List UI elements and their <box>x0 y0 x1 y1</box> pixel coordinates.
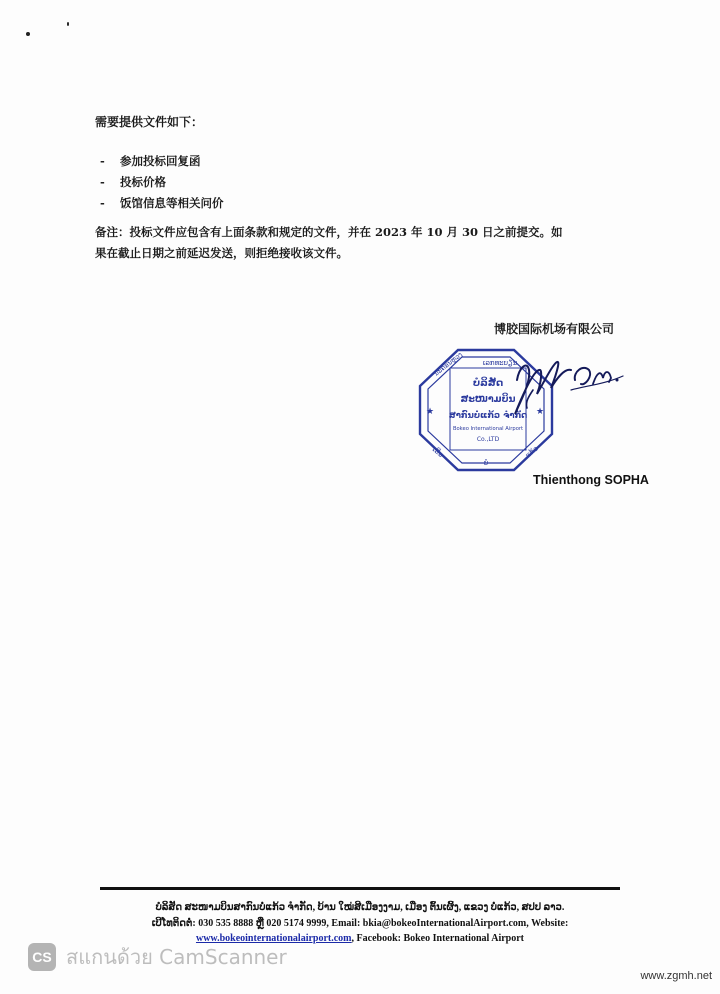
stamp-left-text: ນະຄອນຫຼວງ <box>432 350 464 378</box>
list-item <box>100 150 224 171</box>
footer <box>100 900 620 947</box>
company-name: 博胶国际机场有限公司 <box>494 322 615 336</box>
list-item-text: 饭馆信息等相关问价 <box>120 195 224 210</box>
footer-address: ບໍລິສັດ ສະໜາມບິນສາກົນບໍ່ແກ້ວ ຈຳກັດ, ບ້ານ ໃໝ່ສີເມືອງງາມ, ເມືອງ ຕົ້ນເຜິ້ງ, ແຂວງ ບໍ່ແກ້ວ, ສປປ ລາວ. <box>155 902 565 913</box>
bullet-marker: - <box>100 195 105 210</box>
footer-contact: ເບີໂທຕິດຕໍ່: 030 535 8888 ຫຼື 020 5174 9999, Email: bkia@bokeoInternationalAirport.com, Website: <box>151 917 569 929</box>
footer-facebook: , Facebook: Bokeo International Airport <box>351 933 525 944</box>
stamp-line-4: Bokeo International Airport <box>452 426 524 432</box>
signer-name: Thienthong SOPHA <box>533 473 649 487</box>
note-line-1: 投标文件应包含有上面条款和规定的文件，并在 2023 年 10 月 30 日之前提交。如 <box>129 225 563 239</box>
bullet-marker: - <box>100 153 105 168</box>
scanner-watermark-text: สแกนด้วย CamScanner <box>66 945 287 969</box>
stamp-line-1: ບໍລິສັດ <box>472 378 504 389</box>
footer-divider <box>100 887 620 890</box>
list-item <box>100 192 224 213</box>
stamp-bottom-center: ບໍ່ <box>483 459 489 467</box>
bullet-marker: - <box>100 174 105 189</box>
requirements-heading: 需要提供文件如下： <box>95 115 204 129</box>
stamp-line-5: Co.,LTD <box>476 436 500 443</box>
list-item-text: 投标价格 <box>120 174 166 189</box>
source-site-watermark: www.zgmh.net <box>640 970 712 982</box>
note-paragraph <box>95 222 635 264</box>
stamp-bottom-right: ແກ້ວ <box>524 444 540 460</box>
stamp-top-text: ເລກທະບຽນ <box>482 359 518 367</box>
stamp-bottom-left: ເວີນ <box>430 445 445 460</box>
signature-icon <box>505 350 635 420</box>
scan-speck <box>26 32 30 36</box>
list-item <box>100 171 224 192</box>
note-line-2: 果在截止日期之前延迟发送，则拒绝接收该文件。 <box>95 246 348 260</box>
camscanner-logo-icon: CS <box>28 943 56 971</box>
requirements-list <box>100 150 224 213</box>
note-label: 备注： <box>95 225 130 239</box>
website-link[interactable]: www.bokeointernationalairport.com <box>195 933 352 944</box>
stamp-star-icon: ★ <box>426 407 435 417</box>
list-item-text: 参加投标回复函 <box>120 153 201 168</box>
stamp-line-2: ສະໜາມບິນ <box>460 394 516 405</box>
scan-speck <box>67 22 69 26</box>
stamp-line-3: ສາກົນບໍ່ແກ້ວ ຈຳກັດ <box>448 411 528 421</box>
scanner-watermark <box>28 941 287 973</box>
stamp-star-icon: ★ <box>536 407 545 417</box>
